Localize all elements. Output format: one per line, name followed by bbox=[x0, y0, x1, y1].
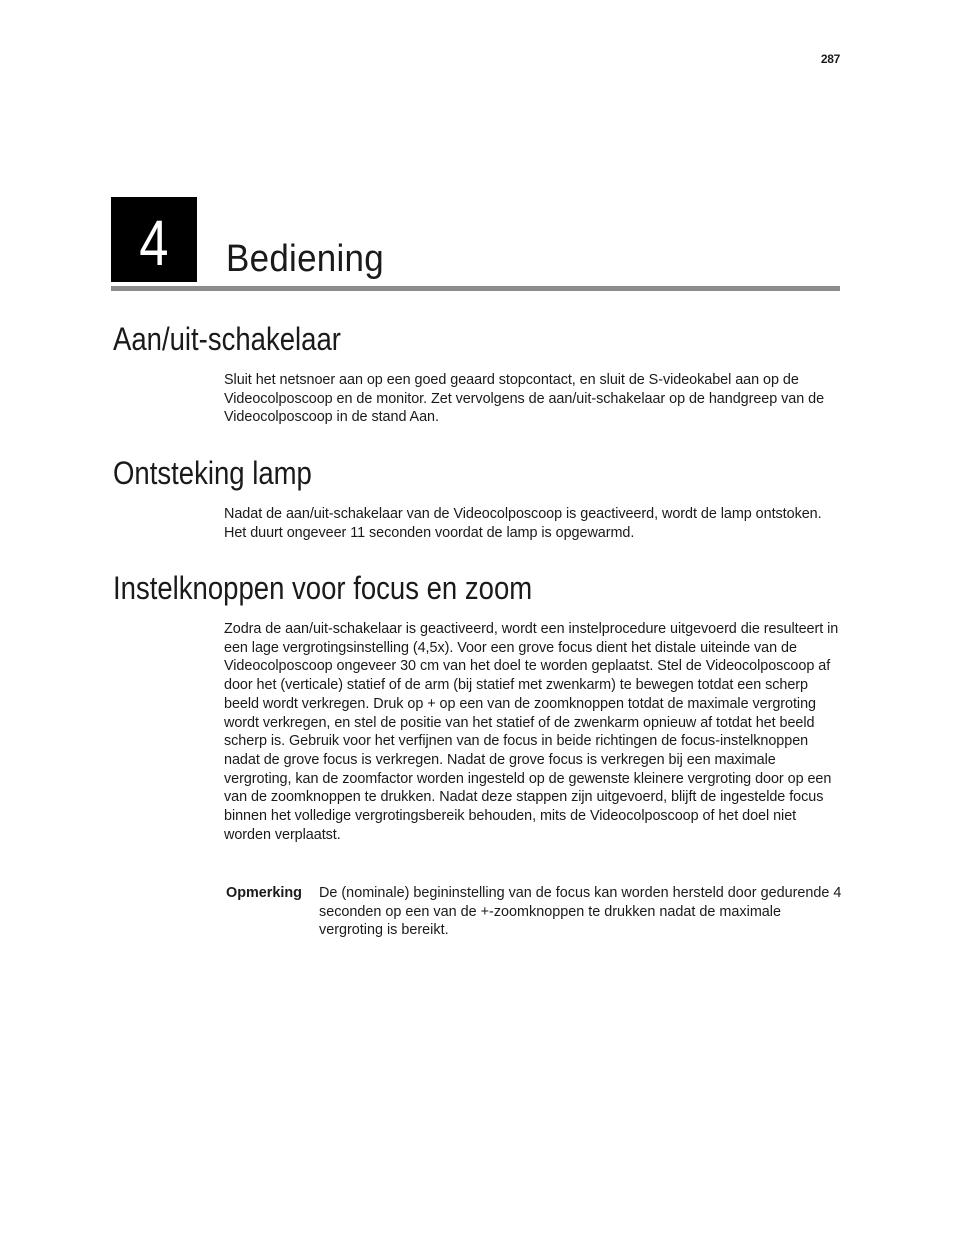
section-heading-lamp-ignition: Ontsteking lamp bbox=[113, 455, 312, 491]
section-body-focus-zoom: Zodra de aan/uit-schakelaar is geactiveerd, wordt een instelprocedure uitgevoerd die resulteert in een lage vergrotingsinstelling (4,5x). Voor een grove focus dient het distale uiteinde van de Videocolposcoop ongeveer 30 cm van het doel te worden geplaatst. Stel de Videocolposcoop af door het (verticale) statief of de arm (bij statief met zwenkarm) te bewegen totdat een scherp beeld wordt verkregen. Druk op + op een van de zoomknoppen totdat de maximale vergroting wordt verkregen, en stel de positie van het statief of de zwenkarm opnieuw af totdat het beeld scherp is. Gebruik voor het verfijnen van de focus in beide richtingen de focus-instelknoppen nadat de grove focus is verkregen. Nadat de grove focus is verkregen bij een maximale vergroting, kan de zoomfactor worden ingesteld op de gewenste kleinere vergroting door op een van de zoomknoppen te drukken. Nadat deze stappen zijn uitgevoerd, blijft de ingestelde focus binnen het volledige vergrotingsbereik behouden, mits de Videocolposcoop of het doel niet worden verplaatst. bbox=[224, 621, 839, 843]
note bbox=[226, 884, 842, 940]
note-text: De (nominale) begininstelling van de focus kan worden hersteld door gedurende 4 seconden op een van de +-zoomknoppen te drukken nadat de maximale vergroting is bereikt. bbox=[319, 885, 842, 939]
chapter-title-rule bbox=[111, 286, 840, 291]
chapter-number: 4 bbox=[139, 206, 169, 279]
chapter-number-block bbox=[111, 197, 197, 282]
chapter-title: Bediening bbox=[226, 238, 384, 280]
note-label: Opmerking bbox=[226, 885, 302, 901]
section-body-lamp-ignition: Nadat de aan/uit-schakelaar van de Videocolposcoop is geactiveerd, wordt de lamp ontstoken. Het duurt ongeveer 11 seconden voordat de lamp is opgewarmd. bbox=[224, 506, 822, 541]
page-number: 287 bbox=[820, 52, 840, 66]
section-body-power-switch: Sluit het netsnoer aan op een goed geaard stopcontact, en sluit de S-videokabel aan op de Videocolposcoop en de monitor. Zet vervolgens de aan/uit-schakelaar op de handgreep van de Videocolposcoop in de stand Aan. bbox=[224, 372, 825, 426]
section-heading-focus-zoom: Instelknoppen voor focus en zoom bbox=[113, 570, 533, 606]
section-heading-power-switch: Aan/uit-schakelaar bbox=[113, 321, 341, 357]
